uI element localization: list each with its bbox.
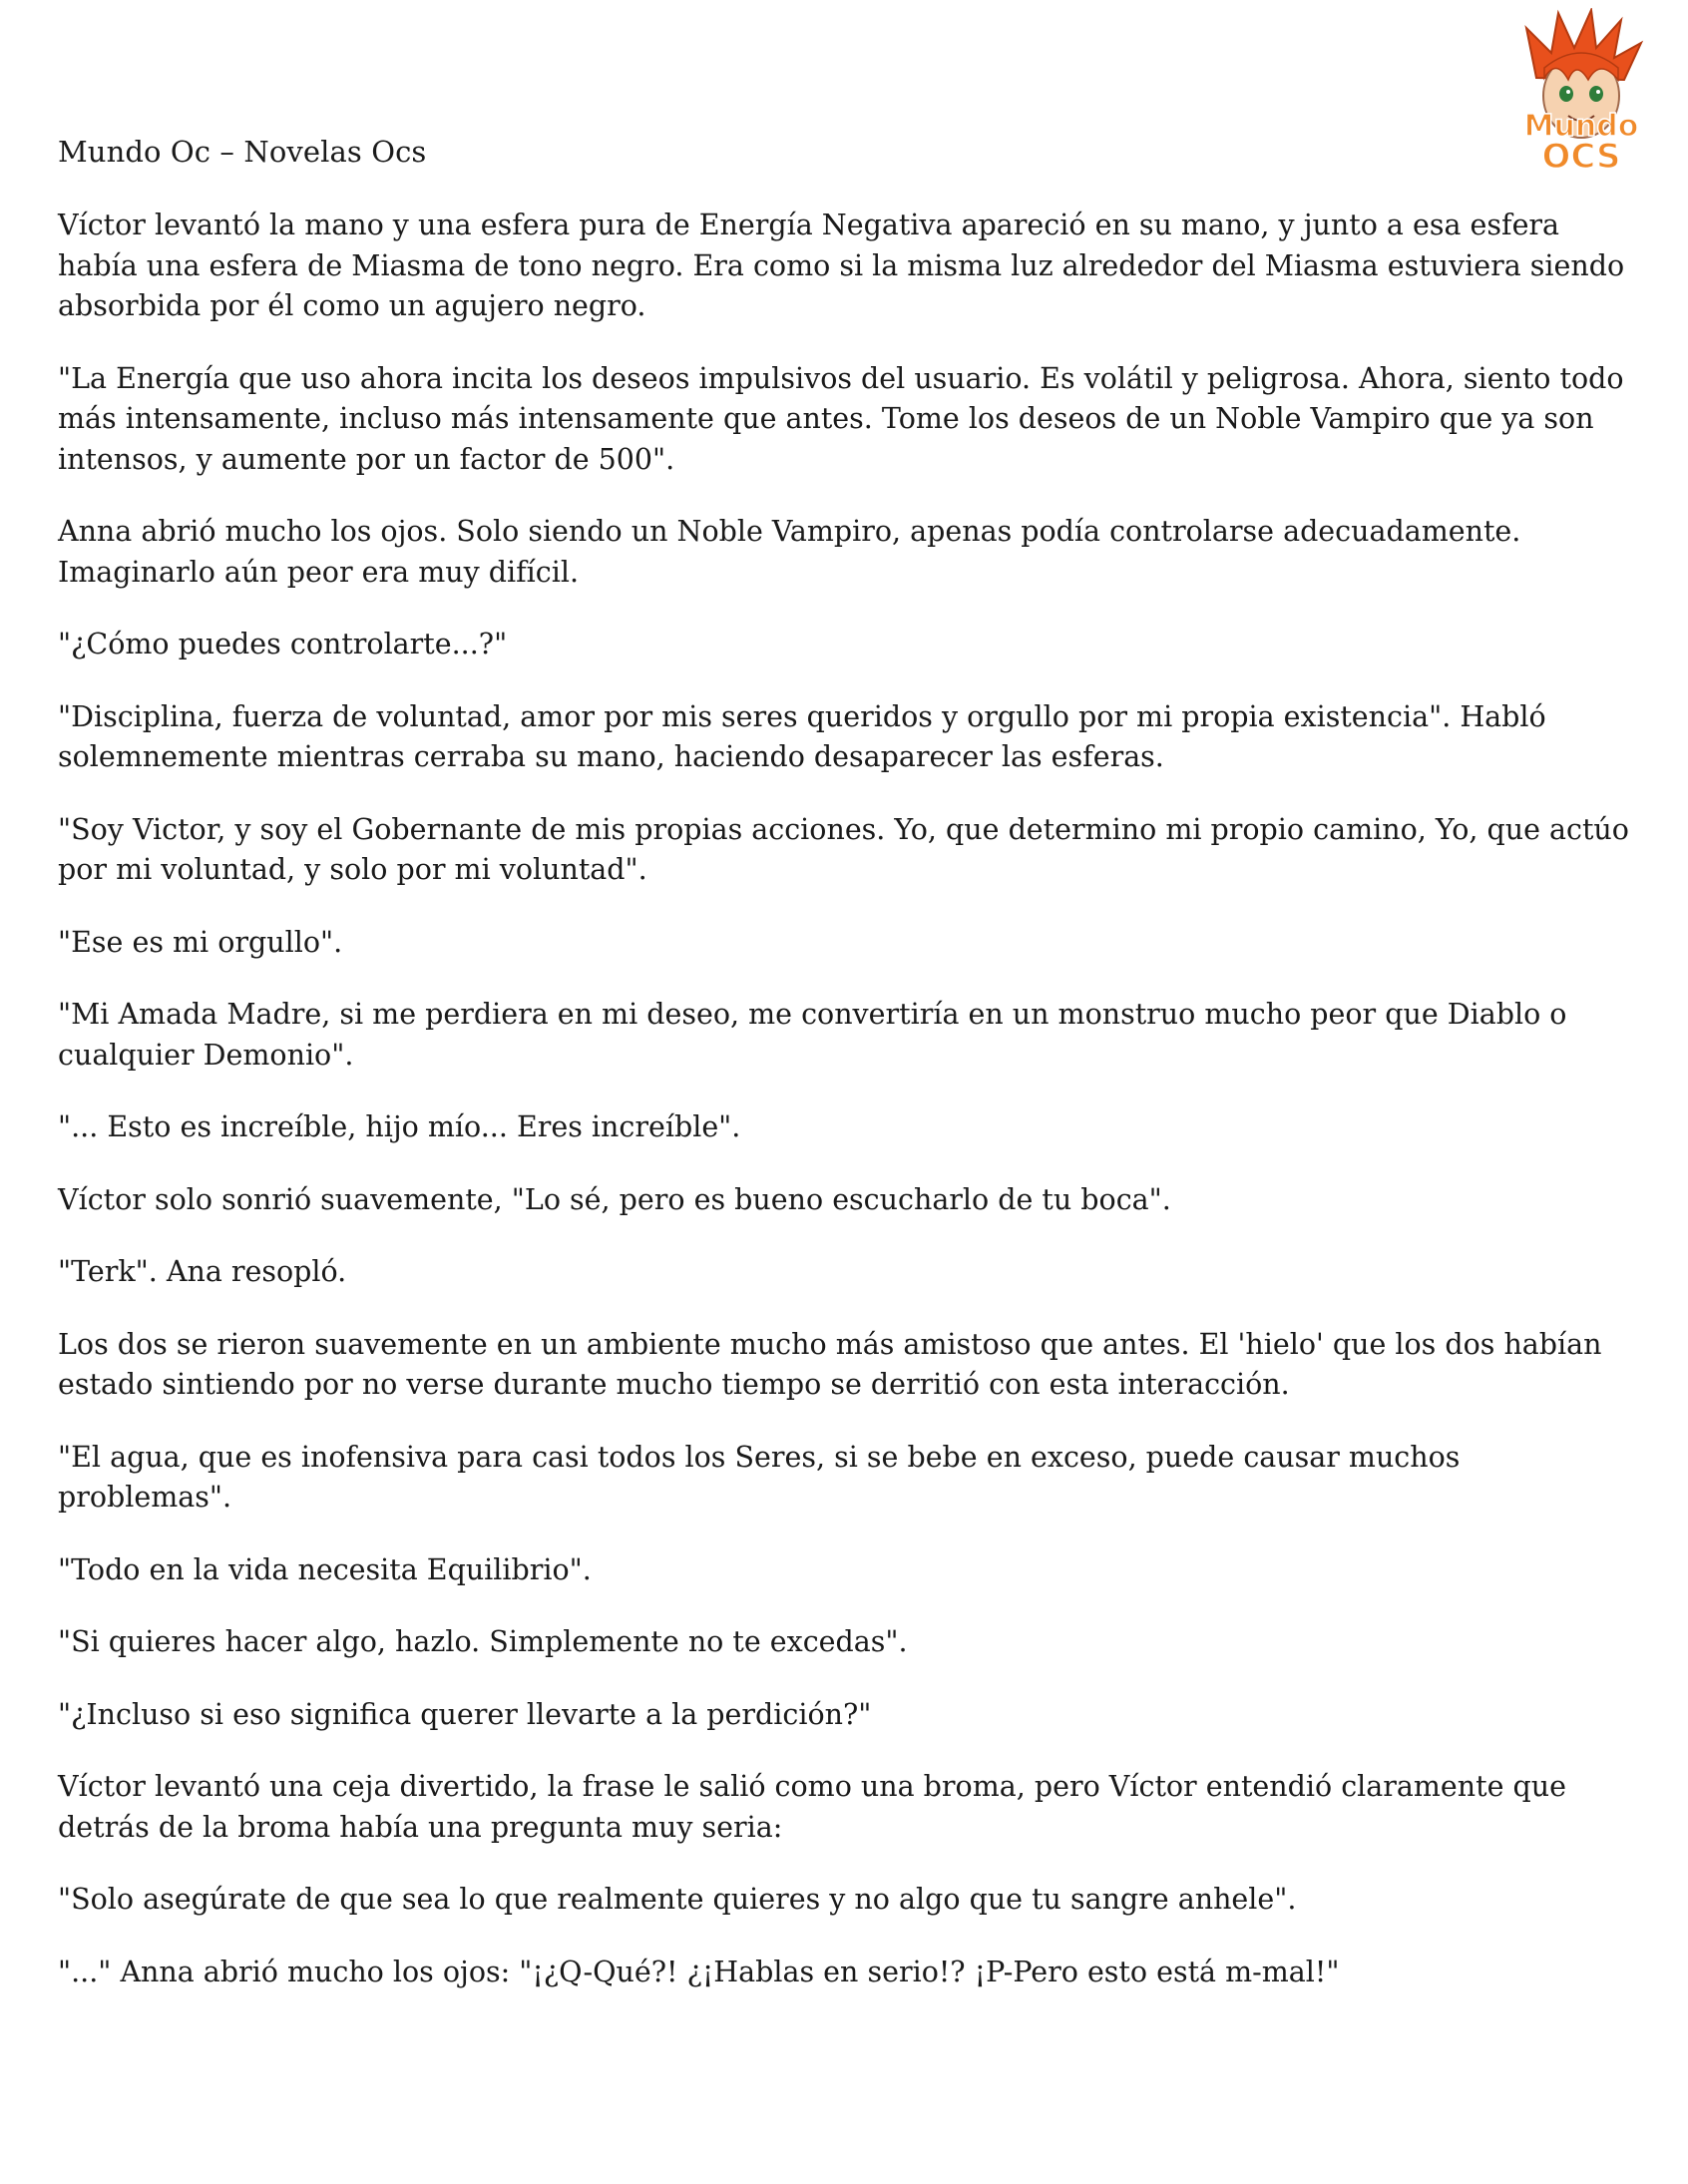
- paragraph: "Disciplina, fuerza de voluntad, amor por mis seres queridos y orgullo por mi propia existencia". Habló solemnemente mientras cerraba su mano, haciendo desaparecer las esferas.: [58, 699, 1546, 773]
- paragraph: Los dos se rieron suavemente en un ambiente mucho más amistoso que antes. El 'hielo' que los dos habían estado sintiendo por no verse durante mucho tiempo se derritió con esta interacción.: [58, 1327, 1602, 1401]
- paragraph: "Si quieres hacer algo, hazlo. Simplemente no te excedas".: [58, 1625, 908, 1658]
- paragraph: Víctor solo sonrió suavemente, "Lo sé, pero es bueno escucharlo de tu boca".: [58, 1182, 1171, 1216]
- logo-text-line2: OCS: [1541, 137, 1621, 177]
- paragraph: "..." Anna abrió mucho los ojos: "¡¿Q-Qué?! ¿¡Hablas en serio!? ¡P-Pero esto está m-mal!": [58, 1955, 1340, 1988]
- paragraph: "Soy Victor, y soy el Gobernante de mis propias acciones. Yo, que determino mi propio camino, Yo, que actúo por mi voluntad, y solo por mi voluntad".: [58, 812, 1629, 886]
- page-header-title: Mundo Oc – Novelas Ocs: [58, 135, 427, 169]
- paragraph: "La Energía que uso ahora incita los deseos impulsivos del usuario. Es volátil y peligrosa. Ahora, siento todo más intensamente, incluso más intensamente que antes. Tome los deseos de un Noble Vampiro que ya son intensos, y aumente por un factor de 500".: [58, 361, 1624, 476]
- paragraph: "Solo asegúrate de que sea lo que realmente quieres y no algo que tu sangre anhele".: [58, 1883, 1297, 1916]
- mascot-logo-icon: [1496, 8, 1666, 178]
- paragraph: "El agua, que es inofensiva para casi todos los Seres, si se bebe en exceso, puede causar muchos problemas".: [58, 1440, 1461, 1514]
- paragraph: "Ese es mi orgullo".: [58, 925, 343, 959]
- paragraph: "¿Cómo puedes controlarte...?": [58, 628, 508, 660]
- paragraph: Víctor levantó la mano y una esfera pura de Energía Negativa apareció en su mano, y junto a esa esfera había una esfera de Miasma de tono negro. Era como si la misma luz alrededor del Miasma estuviera siendo absorbida por él como un agujero negro.: [58, 209, 1625, 322]
- paragraph: Víctor levantó una ceja divertido, la frase le salió como una broma, pero Víctor entendió claramente que detrás de la broma había una pregunta muy seria:: [58, 1770, 1566, 1844]
- paragraph: "Todo en la vida necesita Equilibrio".: [58, 1552, 592, 1586]
- paragraph: "Mi Amada Madre, si me perdiera en mi deseo, me convertiría en un monstruo mucho peor que Diablo o cualquier Demonio".: [58, 998, 1567, 1072]
- logo-text-line1: Mundo: [1523, 109, 1639, 144]
- paragraph: "¿Incluso si eso significa querer llevarte a la perdición?": [58, 1697, 872, 1731]
- paragraph: Anna abrió mucho los ojos. Solo siendo un Noble Vampiro, apenas podía controlarse adecuadamente. Imaginarlo aún peor era muy difícil.: [58, 515, 1521, 589]
- paragraph: "... Esto es increíble, hijo mío... Eres increíble".: [58, 1110, 741, 1143]
- body-text: [58, 206, 1639, 2024]
- paragraph: "Terk". Ana resopló.: [58, 1255, 347, 1288]
